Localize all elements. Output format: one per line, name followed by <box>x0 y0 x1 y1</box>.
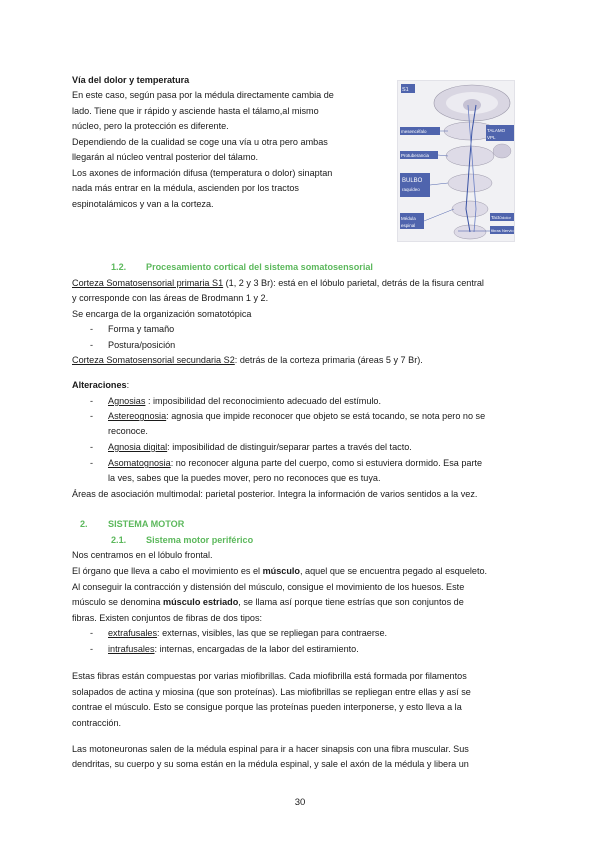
definition: : imposibilidad del reconocimiento adecuado del estímulo. <box>145 396 381 406</box>
line: En este caso, según pasa por la médula directamente cambia de <box>72 90 334 100</box>
list-item <box>108 440 412 456</box>
list-item <box>108 409 485 425</box>
bold-term: músculo <box>262 566 300 576</box>
s1-label: Corteza Somatosensorial primaria S1 <box>72 278 224 288</box>
list-item: Forma y tamaño <box>108 324 175 334</box>
s2-text: : detrás de la corteza primaria (áreas 5 y 7 Br). <box>234 355 423 365</box>
list-item-cont: la ves, sabes que la puedes mover, pero no reconoces que es tuya. <box>108 473 381 483</box>
term: Agnosia digital <box>108 442 168 452</box>
text-run: El órgano que lleva a cabo el movimiento es el <box>72 566 263 576</box>
line: espinotalámicos y van a la corteza. <box>72 199 214 209</box>
paragraph-line: contrae el músculo. Esto se consigue porque las proteínas pueden interponerse, y esto lleva a la <box>72 702 462 712</box>
figure-label: Médula <box>401 216 416 221</box>
alterations-title: Alteraciones <box>72 380 127 390</box>
section-title-pain: Vía del dolor y temperatura <box>72 75 190 85</box>
definition: : no reconocer alguna parte del cuerpo, como si estuviera dormido. Esa parte <box>170 458 483 468</box>
paragraph-line: Las motoneuronas salen de la médula espinal para ir a hacer sinapsis con una fibra muscular. Sus <box>72 744 469 754</box>
list-item <box>108 456 482 472</box>
figure-label: S1 <box>402 87 409 93</box>
paragraph-line: solapados de actina y miosina (que son proteínas). Las miofibrillas se repliegan entre ellas y así se <box>72 687 471 697</box>
figure-label: fibras <box>491 228 501 233</box>
paragraph-line <box>72 595 464 611</box>
alterations-heading <box>72 378 129 394</box>
definition: : agnosia que impide reconocer que objeto se está tocando, se nota pero no se <box>166 411 486 421</box>
heading-title: Sistema motor periférico <box>146 535 254 545</box>
heading-title: SISTEMA MOTOR <box>108 519 185 529</box>
heading-number: 2. <box>80 519 88 529</box>
text-run: músculo se denomina <box>72 597 163 607</box>
term: Asomatognosia <box>108 458 171 468</box>
paragraph-line <box>72 564 487 580</box>
figure-label: espinal <box>401 223 416 228</box>
bullet-dash: - <box>90 324 94 334</box>
term: Agnosias <box>108 396 146 406</box>
figure-label: TALAMO <box>487 128 506 133</box>
figure-label: dolor <box>502 215 511 220</box>
s2-label: Corteza Somatosensorial secundaria S2 <box>72 355 235 365</box>
page-number: 30 <box>294 797 306 808</box>
s2-line <box>72 353 423 369</box>
bullet-dash: - <box>90 442 94 452</box>
line: núcleo, pero la protección es diferente. <box>72 121 229 131</box>
bullet-dash: - <box>90 411 94 421</box>
list-item <box>108 394 381 410</box>
s1-line-2: y corresponde con las áreas de Brodmann 1 y 2. <box>72 293 269 303</box>
paragraph-line: fibras. Existen conjuntos de fibras de dos tipos: <box>72 613 263 623</box>
s1-text: (1, 2 y 3 Br): está en el lóbulo parietal, detrás de la fisura central <box>223 278 484 288</box>
list-item: Postura/posición <box>108 340 176 350</box>
bullet-dash: - <box>90 458 94 468</box>
figure-label: raquídeo <box>402 187 420 192</box>
term: intrafusales <box>108 644 155 654</box>
figure-label: Nervio <box>502 228 514 233</box>
term: Astereognosia <box>108 411 167 421</box>
paragraph-line: contracción. <box>72 718 122 728</box>
list-item <box>108 626 387 642</box>
line: lado. Tiene que ir rápido y asciende hasta el tálamo,al mismo <box>72 106 319 116</box>
line: Los axones de información difusa (temperatura o dolor) sinaptan <box>72 168 333 178</box>
figure-label: BULBO <box>402 178 423 184</box>
figure-label: Tacto <box>491 215 502 220</box>
figure-label: VPL <box>487 135 496 140</box>
alterations-colon: : <box>126 380 130 390</box>
definition: : internas, encargadas de la labor del estiramiento. <box>154 644 359 654</box>
list-item <box>108 642 359 658</box>
paragraph-line: dendritas, su cuerpo y su soma están en la médula espinal, y sale el axón de la médula y libera un <box>72 759 469 769</box>
figure-label: Protuberancia <box>401 153 430 158</box>
text-run: , aquel que se encuentra pegado al esqueleto. <box>299 566 488 576</box>
bullet-dash: - <box>90 340 94 350</box>
text-run: , se llama así porque tiene estrías que son conjuntos de <box>238 597 464 607</box>
bullet-dash: - <box>90 396 94 406</box>
term: extrafusales <box>108 628 158 638</box>
association-line: Áreas de asociación multimodal: parietal posterior. Integra la información de varios sentidos a la vez. <box>72 489 478 499</box>
heading-number: 2.1. <box>111 535 127 545</box>
heading-title: Procesamiento cortical del sistema somatosensorial <box>146 262 373 272</box>
somatotopic-line: Se encarga de la organización somatotópica <box>72 309 252 319</box>
paragraph-line: Al conseguir la contracción y distensión del músculo, consigue el movimiento de los huesos. Este <box>72 582 465 592</box>
paragraph-line: Nos centramos en el lóbulo frontal. <box>72 550 213 560</box>
pathway-diagram <box>398 81 515 242</box>
line: nada más entrar en la médula, ascienden por los tractos <box>72 183 299 193</box>
bullet-dash: - <box>90 628 94 638</box>
s1-line <box>72 276 484 292</box>
line: llegarán al núcleo ventral posterior del tálamo. <box>72 152 259 162</box>
definition: : externas, visibles, las que se repliegan para contraerse. <box>157 628 388 638</box>
list-item-cont: reconoce. <box>108 426 148 436</box>
paragraph-line: Estas fibras están compuestas por varias miofibrillas. Cada miofibrilla está formada por filamentos <box>72 671 467 681</box>
heading-number: 1.2. <box>111 262 127 272</box>
figure-label: mesencéfalo <box>401 129 427 134</box>
definition: : imposibilidad de distinguir/separar partes a través del tacto. <box>167 442 412 452</box>
bold-term: músculo estriado <box>163 597 239 607</box>
bullet-dash: - <box>90 644 94 654</box>
pain-pathway-figure <box>397 80 515 242</box>
line: Dependiendo de la cualidad se coge una vía u otra pero ambas <box>72 137 328 147</box>
